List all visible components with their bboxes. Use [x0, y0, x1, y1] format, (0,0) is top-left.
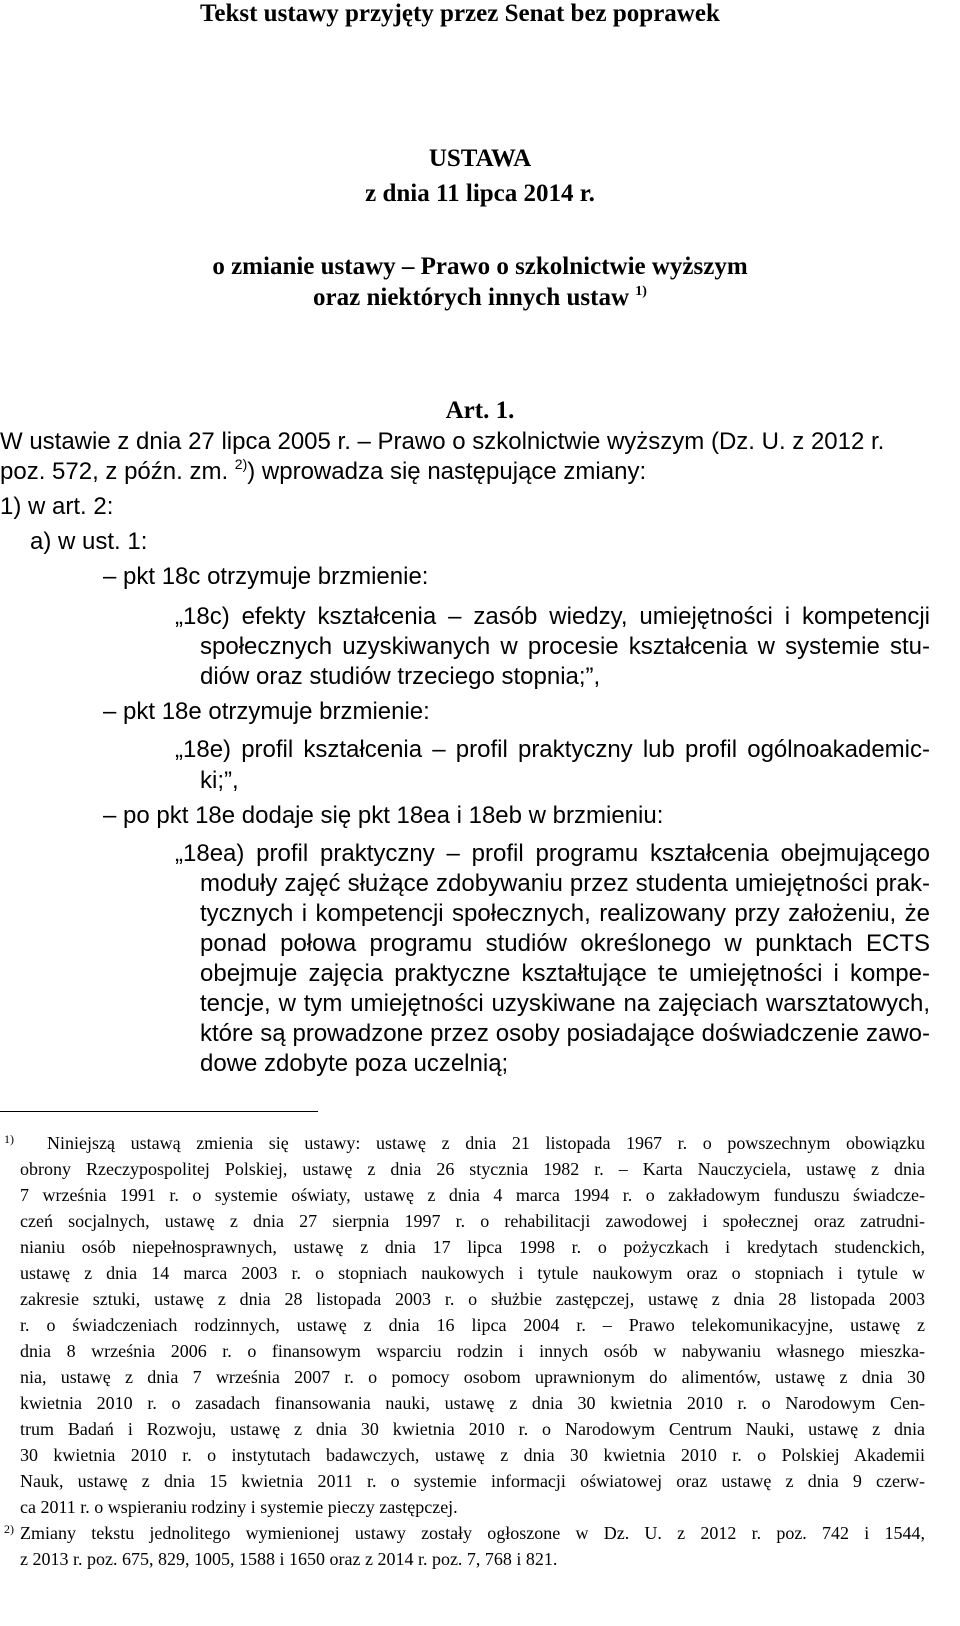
footnote-ref-1: 1) [635, 284, 647, 299]
def-18ea-line-2 [200, 870, 930, 898]
footnote-1-line: dnia 8 września 2006 r. o finansowym wsparciu rodzin i innych osób w nabywaniu własnego mieszka- [20, 1341, 925, 1361]
act-date: z dnia 11 lipca 2014 r. [365, 180, 595, 207]
act-subject-line-2 [0, 284, 960, 312]
def-18e-line-2: ki;”, [200, 767, 239, 794]
footnote-1-text [20, 1130, 925, 1520]
article-intro-line-1 [0, 428, 930, 456]
def-18c-text-1: „18c) efekty kształcenia – zasób wiedzy, umiejętności i kompetencji [175, 603, 930, 630]
def-18ea-line-3 [200, 900, 930, 928]
def-18ea-line-8: dowe zdobyte poza uczelnią; [200, 1050, 509, 1077]
def-18ea-line-6 [200, 990, 930, 1018]
footnote-2-line: z 2013 r. poz. 675, 829, 1005, 1588 i 1650 oraz z 2014 r. poz. 7, 768 i 821. [20, 1549, 558, 1569]
def-18ea-text-3: tycznych i kompetencji społecznych, realizowany przy założeniu, że [200, 900, 930, 927]
def-18c-text-2: społecznych uzyskiwanych w procesie kształcenia w systemie stu- [200, 633, 930, 660]
footnote-1-line: 7 września 1991 r. o systemie oświaty, ustawę z dnia 4 marca 1994 r. o zakładowym funduszu świadcze- [20, 1185, 925, 1205]
footnote-1-line: nianiu osób niepełnosprawnych, ustawę z dnia 17 lipca 1998 r. o pożyczkach i kredytach studenckich, [20, 1237, 925, 1257]
def-18ea-text-1: „18ea) profil praktyczny – profil programu kształcenia obejmującego [175, 840, 930, 867]
footnote-1-mark: 1) [4, 1132, 14, 1146]
act-subject-line-1: o zmianie ustawy – Prawo o szkolnictwie wyższym [212, 253, 748, 280]
act-kind: USTAWA [428, 145, 532, 172]
footnote-1-line: trum Badań i Rozwoju, ustawę z dnia 30 kwietnia 2010 r. o Narodowym Centrum Nauki, ustawę z dnia [20, 1419, 925, 1439]
def-18ea-line-4 [200, 930, 930, 958]
footnote-1-line: nia, ustawę z dnia 7 września 2007 r. o pomocy osobom uprawnionym do alimentów, ustawę z dnia 30 [20, 1367, 925, 1387]
article-intro-text-1: W ustawie z dnia 27 lipca 2005 r. – Prawo o szkolnictwie wyższym (Dz. U. z 2012 r. [0, 428, 885, 455]
page-header-title: Tekst ustawy przyjęty przez Senat bez poprawek [200, 0, 720, 27]
point-1: 1) w art. 2: [0, 493, 114, 520]
footnote-2-line: Zmiany tekstu jednolitego wymienionej ustawy zostały ogłoszone w Dz. U. z 2012 r. poz. 742 i 1544, [20, 1523, 925, 1543]
article-intro-line-2 [0, 458, 646, 486]
footnote-1-line: Nauk, ustawę z dnia 15 kwietnia 2011 r. o systemie informacji oświatowej oraz ustawę z dnia 9 czerw- [20, 1471, 925, 1491]
def-18e-line-1 [175, 736, 930, 764]
def-18ea-line-7 [200, 1020, 930, 1048]
footnote-1-line: r. o świadczeniach rodzinnych, ustawę z dnia 16 lipca 2004 r. – Prawo telekomunikacyjne, ustawę z [20, 1315, 925, 1335]
footnote-1-line: ustawę z dnia 14 marca 2003 r. o stopniach naukowych i tytule naukowym oraz o stopniach i tytule w [20, 1263, 925, 1283]
def-18e-text-1: „18e) profil kształcenia – profil praktyczny lub profil ogólnoakademic- [175, 736, 930, 763]
dash-item-1: – pkt 18c otrzymuje brzmienie: [103, 563, 429, 590]
footnote-ref-2: 2) [234, 456, 248, 472]
article-intro-text-2b: ) wprowadza się następujące zmiany: [247, 458, 647, 485]
def-18ea-text-4: ponad połowa programu studiów określonego w punktach ECTS [200, 930, 930, 957]
footnote-separator [0, 1111, 318, 1112]
article-heading: Art. 1. [445, 397, 515, 424]
footnote-2-text [20, 1520, 925, 1572]
footnote-1-line: 30 kwietnia 2010 r. o instytutach badawczych, ustawę z dnia 30 kwietnia 2010 r. o Polskiej Akademii [20, 1445, 925, 1465]
def-18ea-text-7: które są prowadzone przez osoby posiadające doświadczenie zawo- [200, 1020, 930, 1047]
def-18ea-text-6: tencje, w tym umiejętności uzyskiwane na zajęciach warsztatowych, [200, 990, 930, 1017]
footnote-2-mark: 2) [4, 1522, 14, 1536]
footnote-1-line: Niniejszą ustawą zmienia się ustawy: ustawę z dnia 21 listopada 1967 r. o powszechnym obowiązku [47, 1133, 925, 1153]
def-18ea-line-1 [175, 840, 930, 868]
footnote-1-line: czeń socjalnych, ustawę z dnia 27 sierpnia 1997 r. o rehabilitacji zawodowej i społecznej oraz zatrudni- [20, 1211, 925, 1231]
def-18c-line-2 [200, 633, 930, 661]
dash-item-2: – pkt 18e otrzymuje brzmienie: [103, 698, 430, 725]
def-18ea-line-5 [200, 960, 930, 988]
footnote-1-line: kwietnia 2010 r. o zasadach finansowania nauki, ustawę z dnia 30 kwietnia 2010 r. o Narodowym Cen- [20, 1393, 925, 1413]
article-intro-text-2a: poz. 572, z późn. zm. [0, 458, 229, 485]
footnote-1-line: obrony Rzeczypospolitej Polskiej, ustawę z dnia 26 stycznia 1982 r. – Karta Nauczyciela, ustawę z dnia [20, 1159, 925, 1179]
def-18ea-text-5: obejmuje zajęcia praktyczne kształtujące te umiejętności i kompe- [200, 960, 930, 987]
def-18ea-text-2: moduły zajęć służące zdobywaniu przez studenta umiejętności prak- [200, 870, 930, 897]
footnote-1-line: zakresie sztuki, ustawę z dnia 28 listopada 2003 r. o służbie zastępczej, ustawę z dnia 28 listopada 2003 [20, 1289, 925, 1309]
dash-item-3: – po pkt 18e dodaje się pkt 18ea i 18eb w brzmieniu: [103, 802, 664, 829]
act-subject-text: oraz niektórych innych ustaw [313, 284, 630, 311]
def-18c-line-3: diów oraz studiów trzeciego stopnia;”, [200, 663, 601, 690]
footnote-1-line: ca 2011 r. o wspieraniu rodziny i systemie pieczy zastępczej. [20, 1497, 458, 1517]
def-18c-line-1 [175, 603, 930, 631]
letter-a: a) w ust. 1: [30, 528, 148, 555]
